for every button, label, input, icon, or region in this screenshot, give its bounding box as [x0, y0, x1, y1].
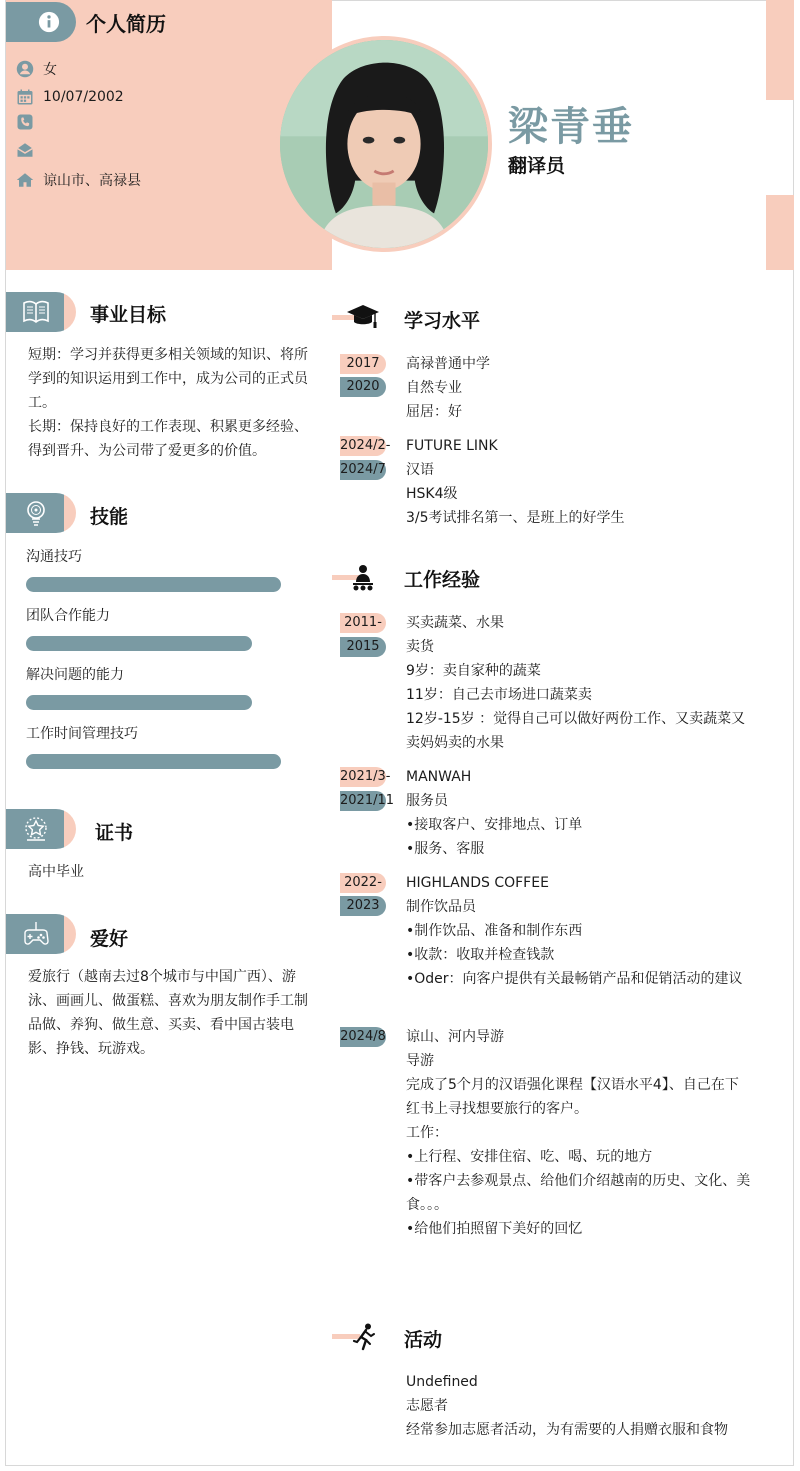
mail-icon — [16, 141, 34, 159]
user-icon — [16, 60, 34, 78]
gamepad-icon — [21, 919, 51, 949]
entry-line: 12岁-15岁 ：觉得自己可以做好两份工作、又卖蔬菜又卖妈妈卖的水果 — [406, 711, 746, 751]
entry-line: 屈居：好 — [406, 404, 462, 420]
skill-bar — [26, 636, 252, 651]
info-phone — [16, 110, 43, 134]
skill-label: 工作时间管理技巧 — [26, 726, 138, 742]
work-entry — [406, 611, 751, 755]
entry-line: 志愿者 — [406, 1398, 448, 1414]
edu-date-end: 2024/7 — [340, 460, 386, 480]
book-icon — [21, 297, 51, 327]
entry-line: MANWAH — [406, 769, 472, 785]
profile-photo — [276, 36, 492, 252]
decor-strip-bottom — [766, 195, 794, 270]
phone-icon — [16, 113, 34, 131]
header-section-title: 个人简历 — [86, 12, 166, 36]
activities-title: 活动 — [404, 1329, 443, 1351]
award-icon — [21, 814, 51, 844]
entry-line: 服务员 — [406, 793, 448, 809]
certificates-tab — [6, 809, 76, 849]
career-tab — [6, 292, 76, 332]
entry-line: 3/5考试排名第一、是班上的好学生 — [406, 510, 625, 526]
edu-date-start: 2024/2- — [340, 436, 386, 456]
skill-bar — [26, 577, 281, 592]
info-gender — [16, 57, 57, 81]
entry-line: •接取客户、安排地点、订单 — [406, 817, 583, 833]
entry-line: 11岁：自己去市场进口蔬菜卖 — [406, 687, 592, 703]
running-icon — [346, 1323, 380, 1351]
skill-label: 解决问题的能力 — [26, 667, 124, 683]
work-entry — [406, 1025, 751, 1241]
info-icon — [38, 11, 60, 33]
entry-line: •带客户去参观景点、给他们介绍越南的历史、文化、美食。。。 — [406, 1173, 751, 1213]
info-address — [16, 168, 141, 192]
education-title: 学习水平 — [404, 310, 481, 332]
skill-bar — [26, 754, 281, 769]
activities-entry — [406, 1370, 751, 1442]
edu-date-start: 2017 — [340, 354, 386, 374]
entry-line: 工作： — [406, 1125, 448, 1141]
lightbulb-icon — [21, 498, 51, 528]
entry-line: 谅山、河内导游 — [406, 1029, 504, 1045]
entry-line: •Oder：向客户提供有关最畅销产品和促销活动的建议 — [406, 971, 743, 987]
entry-line: •服务、客服 — [406, 841, 485, 857]
hobbies-text: 爱旅行（越南去过8个城市与中国广西）、游泳、画画儿、做蛋糕、喜欢为朋友制作手工制品做、养狗、做生意、买卖、看中国古装电影、挣钱、玩游戏。 — [28, 969, 308, 1057]
certificates-title: 证书 — [95, 822, 134, 844]
info-email — [16, 138, 43, 162]
calendar-icon — [16, 88, 34, 106]
decor-strip-top — [766, 0, 794, 100]
info-birthdate — [16, 85, 124, 109]
work-date-start: 2011- — [340, 613, 386, 633]
entry-line: HSK4级 — [406, 486, 458, 502]
career-text: 短期：学习并获得更多相关领域的知识、将所学到的知识运用到工作中，成为公司的正式员工。 长期：保持良好的工作表现、积累更多经验、得到晋升、为公司带了爱更多的价值。 — [28, 347, 308, 459]
entry-line: 买卖蔬菜、水果 — [406, 615, 504, 631]
work-entry — [406, 871, 751, 991]
work-date-start: 2021/3- — [340, 767, 386, 787]
entry-line: Undefined — [406, 1374, 478, 1390]
skill-label: 沟通技巧 — [26, 549, 82, 565]
work-date-end: 2024/8 — [340, 1027, 386, 1047]
birthdate-value: 10/07/2002 — [43, 89, 124, 105]
job-title: 翻译员 — [508, 155, 566, 177]
work-date-end: 2015 — [340, 637, 386, 657]
work-date-end: 2023 — [340, 896, 386, 916]
home-icon — [16, 171, 34, 189]
work-date-end: 2021/11 — [340, 791, 386, 811]
entry-line: 导游 — [406, 1053, 434, 1069]
entry-line: •给他们拍照留下美好的回忆 — [406, 1221, 583, 1237]
entry-line: 完成了5个月的汉语强化课程【汉语水平4】、自己在下红书上寻找想要旅行的客户。 — [406, 1077, 739, 1117]
entry-line: HIGHLANDS COFFEE — [406, 875, 549, 891]
edu-date-end: 2020 — [340, 377, 386, 397]
entry-line: FUTURE LINK — [406, 438, 498, 454]
career-title: 事业目标 — [90, 304, 167, 326]
person-name: 梁青垂 — [508, 104, 634, 150]
hobbies-title: 爱好 — [90, 928, 129, 950]
portrait-image — [280, 40, 488, 248]
hobbies-tab — [6, 914, 76, 954]
entry-line: 制作饮品员 — [406, 899, 476, 915]
skills-title: 技能 — [90, 506, 129, 528]
entry-line: •制作饮品、准备和制作东西 — [406, 923, 583, 939]
work-title: 工作经验 — [404, 569, 481, 591]
skill-bar — [26, 695, 252, 710]
entry-line: •收款：收取并检查钱款 — [406, 947, 555, 963]
entry-line: 卖货 — [406, 639, 434, 655]
entry-line: 9岁：卖自家种的蔬菜 — [406, 663, 541, 679]
education-entry — [406, 434, 751, 530]
entry-line: 高禄普通中学 — [406, 356, 490, 372]
address-value: 谅山市、高禄县 — [43, 173, 141, 189]
skills-tab — [6, 493, 76, 533]
graduation-cap-icon — [346, 303, 380, 331]
entry-line: •上行程、安排住宿、吃、喝、玩的地方 — [406, 1149, 653, 1165]
entry-line: 经常参加志愿者活动，为有需要的人捐赠衣服和食物 — [406, 1422, 728, 1438]
certificates-text: 高中毕业 — [28, 864, 84, 880]
skill-label: 团队合作能力 — [26, 608, 110, 624]
work-entry — [406, 765, 751, 861]
gender-value: 女 — [43, 62, 57, 78]
entry-line: 汉语 — [406, 462, 434, 478]
header-title-tab — [6, 2, 76, 42]
education-entry — [406, 352, 751, 424]
worker-icon — [346, 564, 380, 592]
work-date-start: 2022- — [340, 873, 386, 893]
entry-line: 自然专业 — [406, 380, 462, 396]
